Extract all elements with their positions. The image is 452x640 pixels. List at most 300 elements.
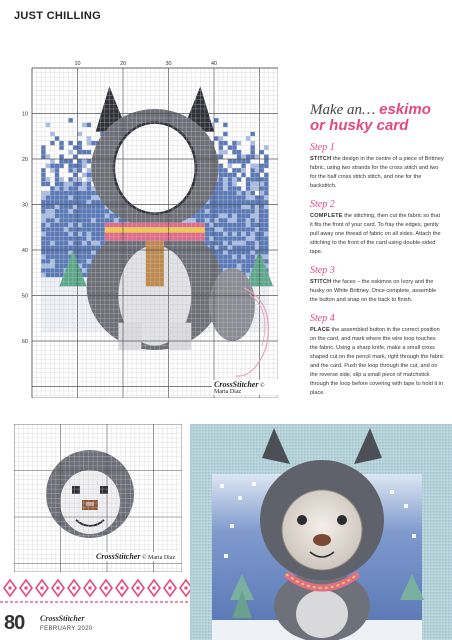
sky-stitch [50, 264, 55, 269]
sky-stitch [228, 250, 233, 255]
sky-stitch [55, 173, 60, 178]
sky-stitch [205, 205, 210, 210]
sky-stitch [55, 136, 60, 141]
sky-stitch [255, 182, 260, 187]
sky-stitch [100, 232, 105, 237]
sky-stitch [241, 200, 246, 205]
sky-stitch [50, 227, 55, 232]
sky-stitch [91, 205, 96, 210]
sky-stitch [55, 264, 60, 269]
sky-stitch [232, 200, 237, 205]
sky-stitch [78, 191, 83, 196]
sky-stitch [219, 173, 224, 178]
sky-stitch [255, 173, 260, 178]
sky-stitch [246, 186, 251, 191]
sky-stitch [50, 245, 55, 250]
sky-stitch [50, 209, 55, 214]
sky-stitch [91, 223, 96, 228]
sky-stitch [55, 214, 60, 219]
sky-stitch [50, 168, 55, 173]
sky-stitch [87, 227, 92, 232]
sky-stitch [64, 232, 69, 237]
sky-stitch [82, 123, 87, 128]
sky-stitch [55, 205, 60, 210]
sky-stitch [250, 182, 255, 187]
sky-stitch [41, 195, 46, 200]
step-3-text: STITCH the faces – the eskimos on Ivory and the husky on White Brittney. Once complete, assemble the button and snap on the back to finish. [310, 279, 437, 303]
sky-stitch [237, 205, 242, 210]
sky-stitch [241, 241, 246, 246]
left-tick-label: 60 [21, 339, 28, 345]
border-dot [89, 587, 92, 590]
sky-stitch [105, 214, 110, 219]
sky-stitch [260, 205, 265, 210]
leg-left [118, 323, 141, 355]
sky-stitch [59, 195, 64, 200]
sky-stitch [223, 195, 228, 200]
sky-stitch [250, 191, 255, 196]
sky-stitch [59, 186, 64, 191]
sky-stitch [82, 209, 87, 214]
sky-stitch [55, 223, 60, 228]
sky-stitch [73, 154, 78, 159]
sky-stitch [228, 245, 233, 250]
sky-stitch [78, 141, 83, 146]
sky-stitch [255, 200, 260, 205]
sky-stitch [73, 227, 78, 232]
sky-stitch [246, 255, 251, 260]
sky-stitch [64, 209, 69, 214]
sky-stitch [73, 214, 78, 219]
sky-stitch [200, 218, 205, 223]
sky-stitch [214, 232, 219, 237]
sky-stitch [64, 259, 69, 264]
sky-stitch [250, 205, 255, 210]
sky-stitch [223, 200, 228, 205]
sky-stitch [209, 200, 214, 205]
sky-stitch [64, 195, 69, 200]
sky-stitch [232, 255, 237, 260]
sky-stitch [250, 250, 255, 255]
sky-stitch [260, 200, 265, 205]
face-chart-svg [14, 424, 182, 572]
sky-stitch [59, 268, 64, 273]
sky-stitch [68, 182, 73, 187]
sky-stitch [250, 236, 255, 241]
sky-stitch [91, 232, 96, 237]
sky-stitch [55, 168, 60, 173]
sky-stitch [50, 164, 55, 169]
sky-stitch [219, 186, 224, 191]
border-dot [41, 587, 44, 590]
sky-stitch [264, 145, 269, 150]
sky-stitch [87, 223, 92, 228]
step-4-text: PLACE the assembled button in the correct position on the card, and mark where the wire loop touches the fabric. Using a sharp knife, make a small cross shaped cut on the pencil mark, right through the fabric and the card. Push the loop through the cut, and on the reverse side, slip a small piece of matchstick through the loop before covering with tape to hold it in place. [310, 327, 444, 396]
sky-stitch [232, 159, 237, 164]
sky-stitch [59, 255, 64, 260]
sky-stitch [246, 136, 251, 141]
sky-stitch [50, 205, 55, 210]
sky-stitch [232, 227, 237, 232]
sky-stitch [55, 241, 60, 246]
step-2-heading: Step 2 [310, 199, 335, 210]
sky-stitch [260, 236, 265, 241]
sky-stitch [55, 164, 60, 169]
sky-stitch [246, 200, 251, 205]
sky-stitch [73, 241, 78, 246]
sky-stitch [55, 232, 60, 237]
sky-stitch [223, 236, 228, 241]
sky-stitch [55, 250, 60, 255]
sky-stitch [223, 245, 228, 250]
sky-stitch [46, 259, 51, 264]
sky-stitch [41, 177, 46, 182]
sky-stitch [82, 214, 87, 219]
husky-eye-right [337, 515, 347, 525]
sky-stitch [250, 245, 255, 250]
sky-stitch [64, 250, 69, 255]
sky-stitch [264, 159, 269, 164]
sky-stitch [241, 173, 246, 178]
stitched-card-photo [190, 424, 452, 640]
sky-stitch [250, 209, 255, 214]
sky-stitch [219, 214, 224, 219]
sky-stitch [232, 195, 237, 200]
sky-stitch [64, 223, 69, 228]
sky-stitch [223, 214, 228, 219]
sky-stitch [246, 209, 251, 214]
sky-stitch [59, 259, 64, 264]
instructions-title: Make an… eskimo or husky card [310, 101, 431, 134]
sky-stitch [46, 227, 51, 232]
sky-stitch [68, 227, 73, 232]
sky-stitch [237, 209, 242, 214]
sky-stitch [232, 177, 237, 182]
border-dot [153, 587, 156, 590]
sky-stitch [214, 241, 219, 246]
sky-stitch [264, 209, 269, 214]
sky-stitch [264, 232, 269, 237]
sky-stitch [255, 177, 260, 182]
sky-stitch [46, 273, 51, 278]
sky-stitch [264, 236, 269, 241]
sky-stitch [41, 268, 46, 273]
sky-stitch [41, 264, 46, 269]
sky-stitch [223, 141, 228, 146]
sky-stitch [87, 141, 92, 146]
sky-stitch [214, 136, 219, 141]
sky-stitch [91, 218, 96, 223]
sky-stitch [241, 218, 246, 223]
sky-stitch [109, 218, 114, 223]
sky-stitch [223, 223, 228, 228]
sky-stitch [219, 177, 224, 182]
sky-stitch [59, 218, 64, 223]
sky-stitch [260, 223, 265, 228]
sky-stitch [241, 168, 246, 173]
sky-stitch [73, 177, 78, 182]
sky-stitch [219, 232, 224, 237]
sky-stitch [68, 159, 73, 164]
sky-stitch [105, 209, 110, 214]
sky-stitch [55, 186, 60, 191]
sky-stitch [87, 182, 92, 187]
sky-stitch [255, 214, 260, 219]
main-cross-stitch-chart [14, 58, 278, 398]
sky-stitch [246, 245, 251, 250]
sky-stitch [73, 168, 78, 173]
sky-stitch [250, 241, 255, 246]
sky-stitch [41, 236, 46, 241]
sky-stitch [59, 209, 64, 214]
sky-stitch [59, 177, 64, 182]
sky-stitch [78, 186, 83, 191]
sky-stitch [214, 214, 219, 219]
sky-stitch [68, 241, 73, 246]
sky-stitch [255, 241, 260, 246]
sky-stitch [237, 191, 242, 196]
leg-right [169, 323, 192, 355]
left-tick-label: 50 [21, 293, 28, 300]
sky-stitch [82, 227, 87, 232]
sky-stitch [209, 232, 214, 237]
sky-stitch [68, 214, 73, 219]
footer-magazine-name: CrossStitcher [40, 614, 85, 623]
sky-stitch [87, 186, 92, 191]
sky-stitch [232, 186, 237, 191]
sky-stitch [46, 200, 51, 205]
sky-stitch [46, 232, 51, 237]
sky-stitch [214, 118, 219, 123]
sky-stitch [223, 218, 228, 223]
sky-stitch [82, 182, 87, 187]
sky-stitch [255, 168, 260, 173]
sky-stitch [246, 232, 251, 237]
sky-stitch [91, 141, 96, 146]
sky-stitch [223, 232, 228, 237]
sky-stitch [246, 159, 251, 164]
sky-stitch [46, 191, 51, 196]
sky-stitch [205, 236, 210, 241]
sky-stitch [41, 145, 46, 150]
sky-stitch [59, 141, 64, 146]
sky-stitch [91, 200, 96, 205]
sky-stitch [250, 223, 255, 228]
main-chart-credit: CrossStitcher © Maria Diaz [212, 380, 278, 395]
sky-stitch [100, 227, 105, 232]
sky-stitch [232, 150, 237, 155]
sky-stitch [228, 223, 233, 228]
sky-stitch [205, 218, 210, 223]
sky-stitch [264, 205, 269, 210]
sky-stitch [82, 218, 87, 223]
sky-stitch [241, 223, 246, 228]
sky-stitch [73, 200, 78, 205]
sky-stitch [237, 177, 242, 182]
sky-stitch [78, 132, 83, 137]
sky-stitch [250, 132, 255, 137]
sky-stitch [232, 218, 237, 223]
sky-stitch [50, 218, 55, 223]
sky-stitch [232, 250, 237, 255]
sky-stitch [246, 218, 251, 223]
sky-stitch [260, 191, 265, 196]
sky-stitch [250, 186, 255, 191]
sky-stitch [78, 250, 83, 255]
sky-stitch [223, 259, 228, 264]
sky-stitch [264, 255, 269, 260]
sky-stitch [59, 182, 64, 187]
sky-stitch [96, 223, 101, 228]
sky-stitch [73, 182, 78, 187]
sky-stitch [250, 164, 255, 169]
sky-stitch [68, 209, 73, 214]
sky-stitch [228, 159, 233, 164]
sky-stitch [241, 227, 246, 232]
sky-stitch [78, 150, 83, 155]
sky-stitch [264, 223, 269, 228]
sky-stitch [41, 232, 46, 237]
sky-stitch [50, 232, 55, 237]
sky-stitch [223, 150, 228, 155]
sky-stitch [241, 159, 246, 164]
sky-stitch [73, 223, 78, 228]
sky-stitch [260, 195, 265, 200]
sky-stitch [255, 205, 260, 210]
sky-stitch [68, 191, 73, 196]
sky-stitch [64, 200, 69, 205]
sky-stitch [87, 250, 92, 255]
sky-stitch [260, 245, 265, 250]
sky-stitch [250, 141, 255, 146]
sky-stitch [260, 241, 265, 246]
sky-stitch [264, 186, 269, 191]
sky-stitch [50, 195, 55, 200]
sky-stitch [87, 209, 92, 214]
sky-stitch [219, 191, 224, 196]
sky-stitch [264, 250, 269, 255]
sky-stitch [241, 164, 246, 169]
sky-stitch [59, 227, 64, 232]
sky-stitch [228, 214, 233, 219]
sky-stitch [96, 232, 101, 237]
sky-stitch [64, 205, 69, 210]
sky-stitch [64, 182, 69, 187]
sky-stitch [205, 232, 210, 237]
sky-stitch [87, 245, 92, 250]
sky-stitch [246, 241, 251, 246]
border-dot [105, 587, 108, 590]
sky-stitch [250, 214, 255, 219]
sky-stitch [223, 168, 228, 173]
left-tick-label: 30 [21, 202, 28, 209]
sky-stitch [264, 245, 269, 250]
sky-stitch [264, 195, 269, 200]
sky-stitch [41, 209, 46, 214]
sky-stitch [96, 218, 101, 223]
sky-stitch [87, 232, 92, 237]
sky-stitch [209, 223, 214, 228]
sky-stitch [255, 209, 260, 214]
sky-stitch [55, 209, 60, 214]
sky-stitch [237, 223, 242, 228]
sky-stitch [219, 200, 224, 205]
sky-stitch [237, 195, 242, 200]
sky-stitch [100, 214, 105, 219]
sky-stitch [55, 227, 60, 232]
sky-stitch [209, 241, 214, 246]
sky-stitch [68, 118, 73, 123]
sky-stitch [78, 164, 83, 169]
sky-stitch [264, 214, 269, 219]
sky-stitch [78, 205, 83, 210]
sky-stitch [91, 227, 96, 232]
sky-stitch [68, 168, 73, 173]
sky-stitch [82, 241, 87, 246]
sky-stitch [228, 177, 233, 182]
sky-stitch [78, 236, 83, 241]
sky-stitch [260, 164, 265, 169]
sky-stitch [232, 214, 237, 219]
sky-stitch [50, 250, 55, 255]
sky-stitch [255, 195, 260, 200]
sky-stitch [82, 245, 87, 250]
sky-stitch [78, 245, 83, 250]
sky-stitch [41, 154, 46, 159]
sky-stitch [73, 145, 78, 150]
sky-stitch [219, 205, 224, 210]
sky-stitch [68, 200, 73, 205]
sky-stitch [73, 245, 78, 250]
sky-stitch [260, 177, 265, 182]
sky-stitch [64, 159, 69, 164]
sky-stitch [73, 205, 78, 210]
sky-stitch [87, 177, 92, 182]
border-dot [137, 587, 140, 590]
sky-stitch [46, 177, 51, 182]
sky-stitch [237, 264, 242, 269]
sky-stitch [228, 209, 233, 214]
sky-stitch [232, 168, 237, 173]
sky-stitch [237, 214, 242, 219]
sky-stitch [59, 205, 64, 210]
sky-stitch [41, 191, 46, 196]
sky-stitch [228, 164, 233, 169]
sky-stitch [91, 245, 96, 250]
sky-stitch [237, 250, 242, 255]
sky-stitch [255, 164, 260, 169]
sky-stitch [68, 141, 73, 146]
sky-stitch [264, 154, 269, 159]
sky-stitch [109, 214, 114, 219]
sky-stitch [219, 136, 224, 141]
sky-stitch [237, 150, 242, 155]
sky-stitch [205, 223, 210, 228]
sky-stitch [260, 218, 265, 223]
sky-stitch [241, 209, 246, 214]
sky-stitch [228, 173, 233, 178]
sky-stitch [78, 227, 83, 232]
sky-stitch [64, 227, 69, 232]
sky-stitch [219, 195, 224, 200]
sky-stitch [232, 205, 237, 210]
sky-stitch [214, 209, 219, 214]
nose-highlight [86, 502, 94, 506]
sky-stitch [78, 200, 83, 205]
sky-stitch [246, 259, 251, 264]
sky-stitch [64, 245, 69, 250]
sky-stitch [68, 218, 73, 223]
